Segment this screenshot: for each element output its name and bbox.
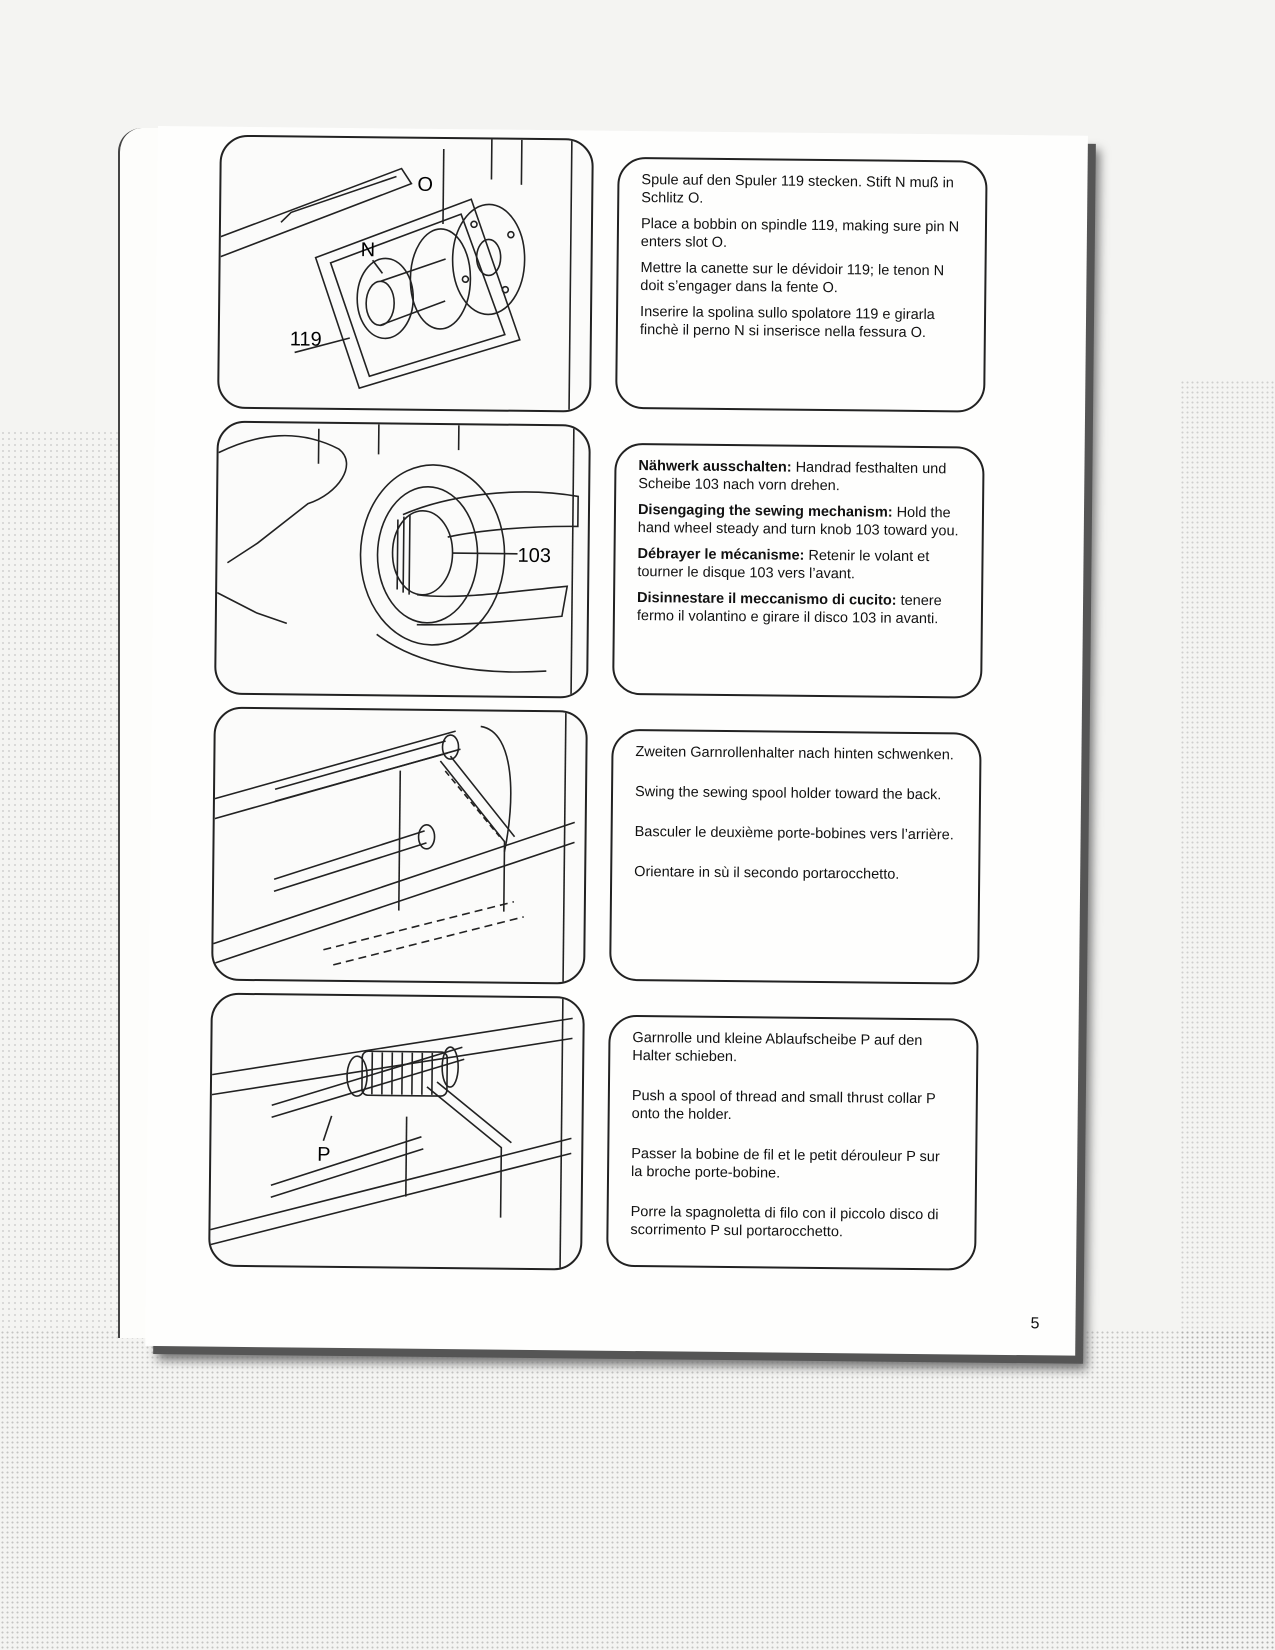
paragraph-en: Place a bobbin on spindle 119, making sure pin N enters slot O. (640, 216, 960, 251)
manual-page (145, 126, 1088, 1356)
illustration-spool-holder-back (211, 707, 588, 985)
step-2 (152, 420, 1085, 710)
illustration-bobbin-winder (217, 135, 594, 413)
callout-103: 103 (517, 544, 552, 568)
paragraph-fr: Mettre la canette sur le dévidoir 119; le tenon N doit s’engager dans la fente O. (640, 260, 945, 297)
hand-wheel-drawing (216, 423, 589, 697)
paragraph-de: Garnrolle und kleine Ablaufscheibe P auf den Halter schieben. (632, 1030, 923, 1066)
paragraph-it: Orientare in sù il secondo portarocchetto. (634, 864, 900, 883)
paragraph-en: Disengaging the sewing mechanism: Hold the hand wheel steady and turn knob 103 toward you. (637, 502, 959, 540)
spool-on-holder-drawing (210, 995, 583, 1269)
paragraph-de: Spule auf den Spuler 119 stecken. Stift N muß in Schlitz O. (641, 172, 954, 207)
paragraph-en: Push a spool of thread and small thrust collar P onto the holder. (631, 1088, 936, 1124)
callout-119: 119 (289, 328, 322, 351)
illustration-spool-on-holder (208, 993, 585, 1271)
paragraph-de: Zweiten Garnrollenhalter nach hinten schwenken. (635, 744, 954, 764)
paragraph-de: Nähwerk ausschalten: Handrad festhalten und Scheibe 103 nach vorn drehen. (638, 458, 947, 495)
callout-p: P (317, 1143, 331, 1166)
step-1 (155, 134, 1088, 424)
paragraph-it: Porre la spagnoletta di filo con il piccolo disco di scorrimento P sul portarocchetto. (630, 1204, 939, 1241)
scan-noise-right (1180, 380, 1275, 1650)
step-1-text (615, 157, 988, 413)
step-2-text (612, 443, 985, 699)
step-4 (146, 992, 1079, 1282)
paragraph-it: Disinnestare il meccanismo di cucito: tenere fermo il volantino e girare il disco 103 in avanti. (636, 590, 942, 628)
callout-n: N (360, 239, 376, 262)
spool-holder-back-drawing (213, 709, 586, 983)
step-3 (149, 706, 1082, 996)
scan-noise-bottom (0, 1330, 1275, 1650)
paragraph-fr: Basculer le deuxième porte-bobines vers l’arrière. (634, 824, 954, 844)
paragraph-fr: Passer la bobine de fil et le petit dérouleur P sur la broche porte-bobine. (630, 1146, 940, 1182)
paragraph-fr: Débrayer le mécanisme: Retenir le volant et tourner le disque 103 vers l’avant. (637, 546, 930, 583)
paragraph-en: Swing the sewing spool holder toward the back. (634, 784, 942, 804)
step-3-text (609, 729, 982, 985)
illustration-hand-wheel (214, 421, 591, 699)
callout-o: O (417, 173, 434, 196)
bobbin-winder-drawing (219, 137, 592, 411)
paragraph-it: Inserire la spolina sullo spolatore 119 e girarla finchè il perno N si inserisce nella fessura O. (639, 304, 935, 342)
step-4-text (606, 1015, 979, 1271)
page-number: 5 (1030, 1315, 1040, 1333)
